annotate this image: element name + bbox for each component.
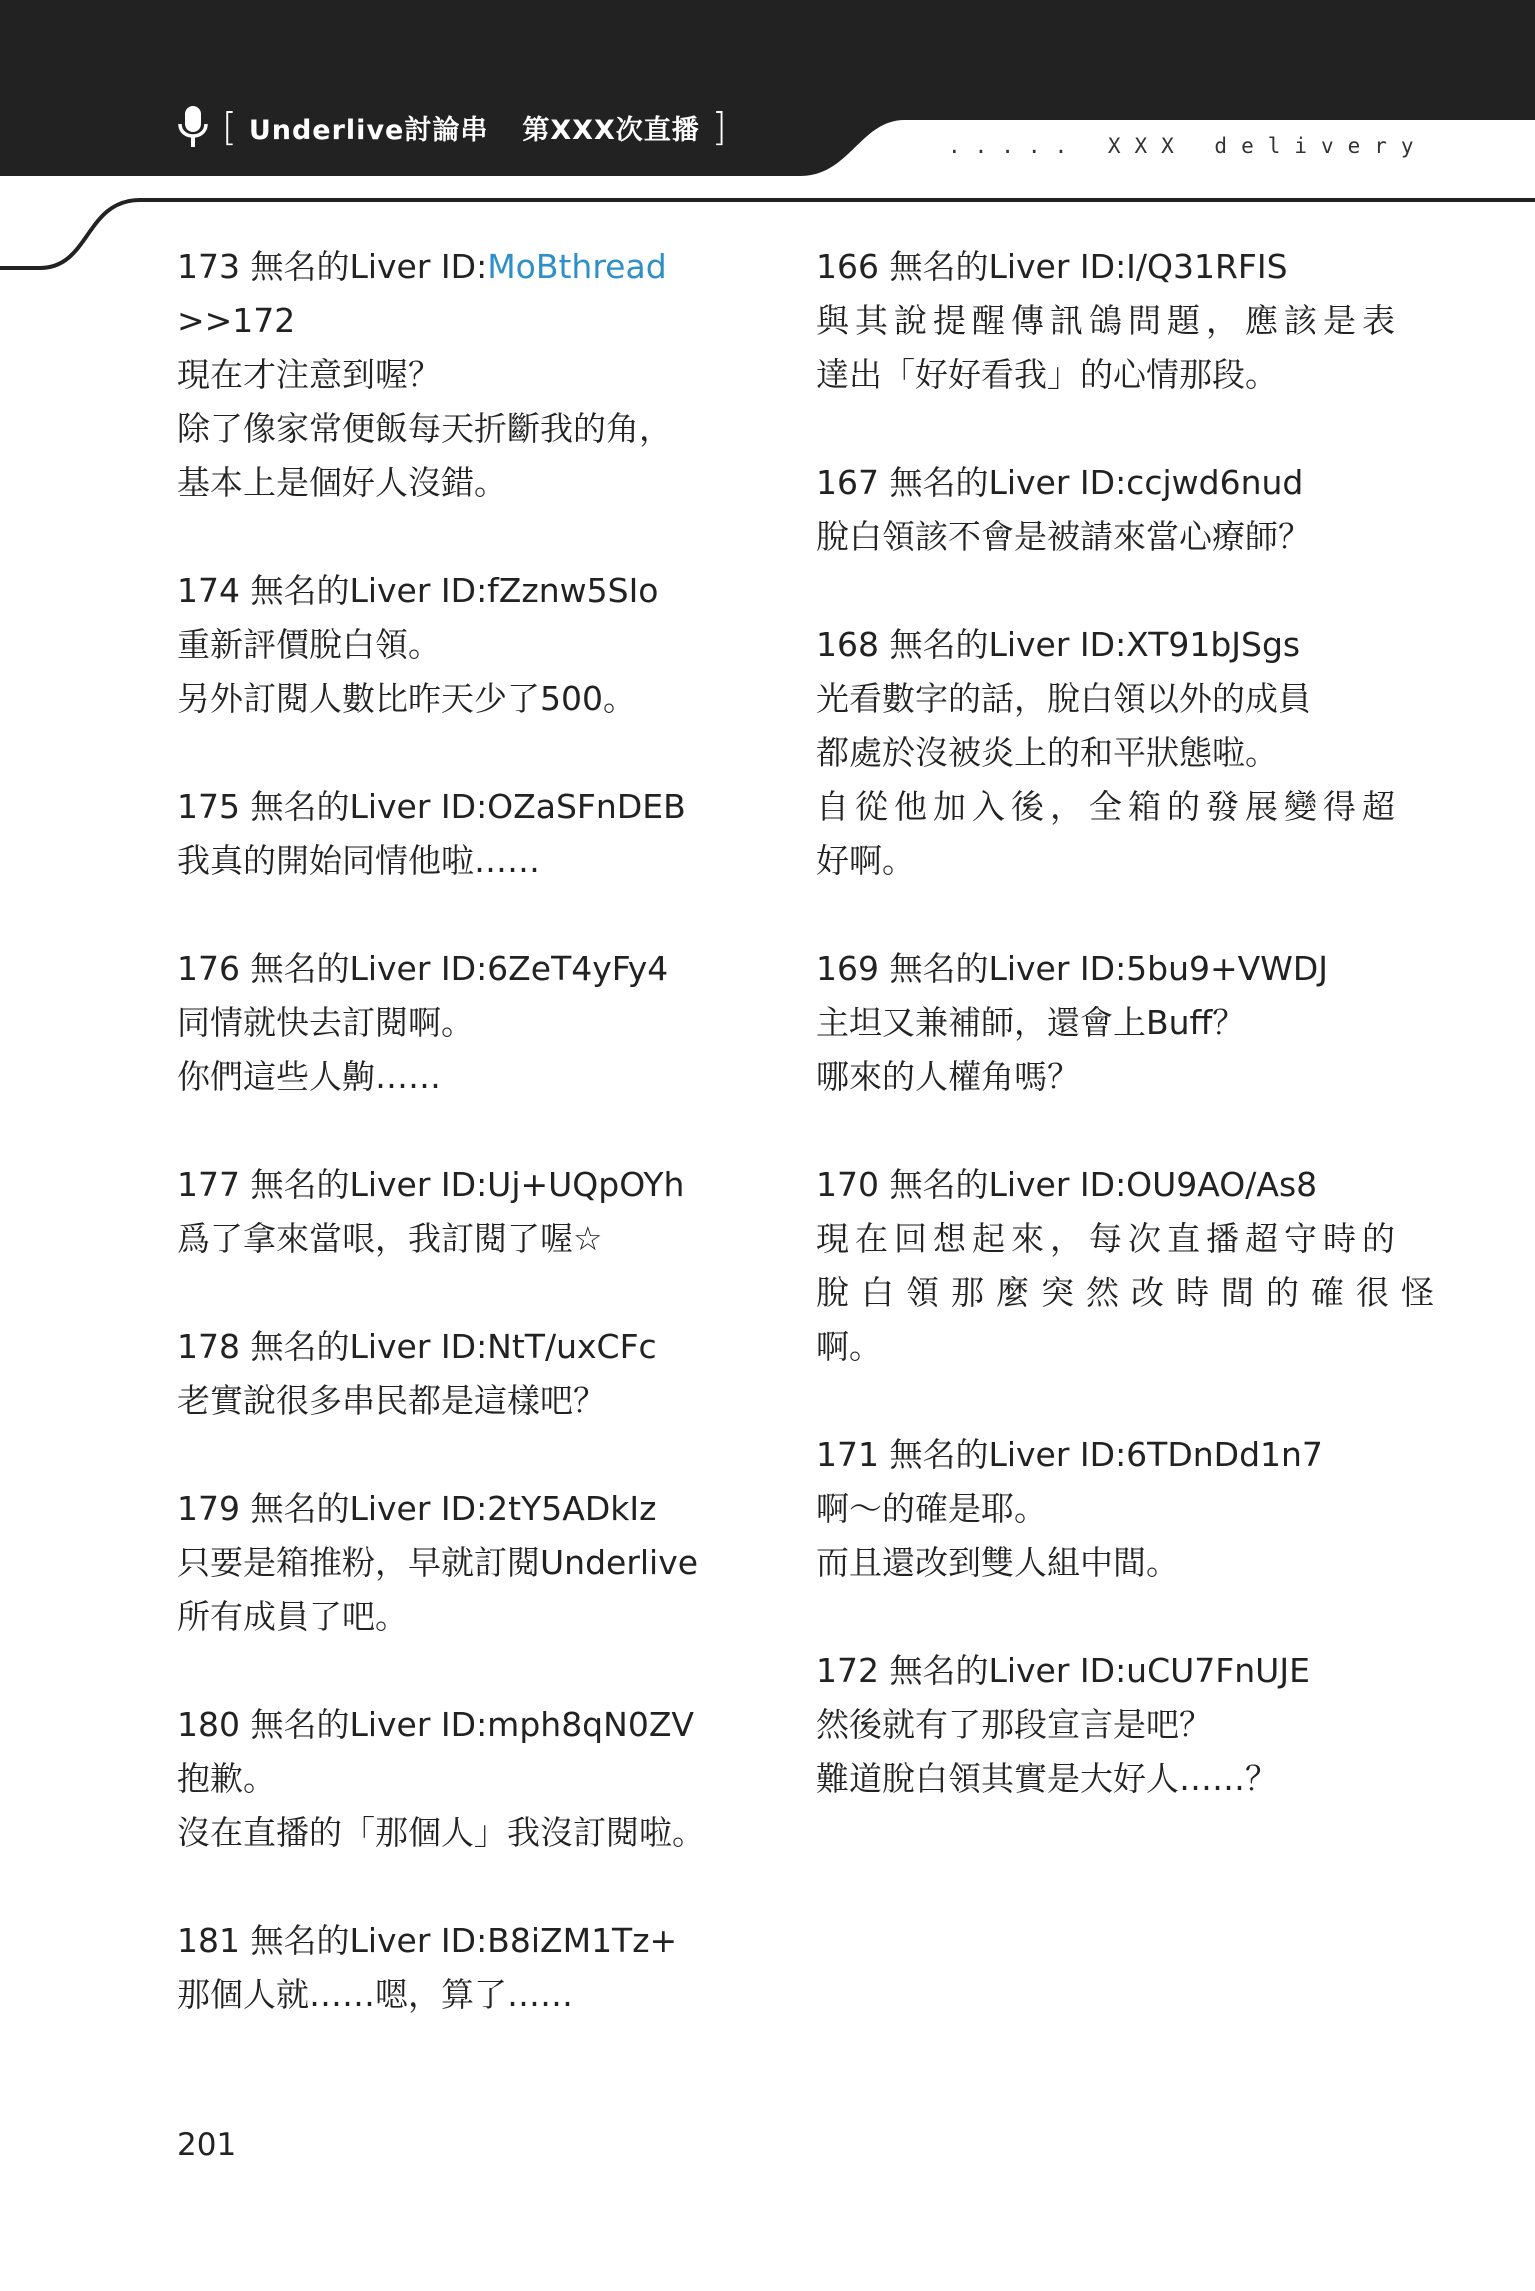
post-header: 181 無名的Liver ID:B8iZM1Tz+ [177, 1921, 678, 1960]
post-header: 177 無名的Liver ID:Uj+UQpOYh [177, 1165, 685, 1204]
post-header: 175 無名的Liver ID:OZaSFnDEB [177, 787, 686, 826]
post-line: 你們這些人齁…… [177, 1057, 441, 1096]
post-line: 抱歉。 [177, 1759, 276, 1798]
post-173 [177, 240, 737, 510]
post-header: 170 無名的Liver ID:OU9AO/As8 [816, 1165, 1318, 1204]
post-line: 主坦又兼補師，還會上Buff？ [816, 1003, 1246, 1042]
post-header: 167 無名的Liver ID:ccjwd6nud [816, 463, 1304, 502]
post-181 [177, 1914, 737, 2022]
post-166 [816, 240, 1401, 402]
post-line: 而且還改到雙人組中間。 [816, 1543, 1179, 1582]
post-header: 169 無名的Liver ID:5bu9+VWDJ [816, 949, 1329, 988]
post-line: 好啊。 [816, 841, 915, 880]
post-178 [177, 1320, 737, 1428]
post-line: 都處於沒被炎上的和平狀態啦。 [816, 733, 1278, 772]
post-line: 那個人就……嗯，算了…… [177, 1975, 573, 2014]
post-line: 只要是箱推粉，早就訂閱Underlive [177, 1543, 699, 1582]
post-line: 爲了拿來當哏，我訂閱了喔☆ [177, 1219, 603, 1258]
post-line: 脫白領那麼突然改時間的確很怪 [816, 1273, 1446, 1312]
header-bracket-close: ] [711, 105, 727, 149]
header-title [176, 102, 727, 152]
post-line: 然後就有了那段宣言是吧？ [816, 1705, 1212, 1744]
post-176 [177, 942, 737, 1104]
post-180 [177, 1698, 737, 1860]
post-line: 啊。 [816, 1327, 882, 1366]
post-175 [177, 780, 737, 888]
post-line: 我真的開始同情他啦…… [177, 841, 540, 880]
left-column [177, 240, 737, 2076]
post-line: 除了像家常便飯每天折斷我的角， [177, 409, 672, 448]
post-168 [816, 618, 1401, 888]
episode-title: 第XXX次直播 [522, 114, 700, 146]
post-line: 同情就快去訂閱啊。 [177, 1003, 474, 1042]
post-line: 難道脫白領其實是大好人……？ [816, 1759, 1278, 1798]
post-header: 179 無名的Liver ID:2tY5ADkIz [177, 1489, 657, 1528]
post-header [177, 240, 737, 294]
post-line: 達出「好好看我」的心情那段。 [816, 355, 1278, 394]
post-179 [177, 1482, 737, 1644]
post-line: 沒在直播的「那個人」我沒訂閱啦。 [177, 1813, 705, 1852]
post-header: 172 無名的Liver ID:uCU7FnUJE [816, 1651, 1310, 1690]
post-line: 光看數字的話，脫白領以外的成員 [816, 679, 1311, 718]
post-line: >>172 [177, 301, 296, 340]
post-172 [816, 1644, 1376, 1806]
post-header: 174 無名的Liver ID:fZznw5SIo [177, 571, 659, 610]
post-header: 176 無名的Liver ID:6ZeT4yFy4 [177, 949, 669, 988]
delivery-caption: ..... XXX delivery [948, 134, 1428, 158]
post-line: 現在才注意到喔？ [177, 355, 441, 394]
header-bracket-open: [ [222, 105, 237, 149]
post-line: 老實說很多串民都是這樣吧？ [177, 1381, 606, 1420]
post-167 [816, 456, 1376, 564]
post-line: 啊～的確是耶。 [816, 1489, 1047, 1528]
page-number: 201 [177, 2127, 237, 2163]
post-header-prefix: 173 無名的Liver ID: [177, 247, 488, 286]
post-header: 178 無名的Liver ID:NtT/uxCFc [177, 1327, 657, 1366]
post-line: 脫白領該不會是被請來當心療師？ [816, 517, 1311, 556]
post-header: 171 無名的Liver ID:6TDnDd1n7 [816, 1435, 1323, 1474]
poster-id-link[interactable]: MoBthread [487, 247, 667, 286]
post-170 [816, 1158, 1446, 1374]
post-header: 180 無名的Liver ID:mph8qN0ZV [177, 1705, 694, 1744]
right-column [816, 240, 1446, 1860]
post-line: 所有成員了吧。 [177, 1597, 408, 1636]
post-line: 與其說提醒傳訊鴿問題，應該是表 [816, 301, 1401, 340]
microphone-icon [176, 104, 210, 150]
post-line: 自從他加入後，全箱的發展變得超 [816, 787, 1401, 826]
series-title: Underlive討論串 [248, 114, 489, 146]
post-line: 重新評價脫白領。 [177, 625, 441, 664]
post-line: 另外訂閱人數比昨天少了500。 [177, 679, 636, 718]
post-169 [816, 942, 1376, 1104]
post-header: 168 無名的Liver ID:XT91bJSgs [816, 625, 1301, 664]
post-177 [177, 1158, 737, 1266]
post-line: 基本上是個好人沒錯。 [177, 463, 507, 502]
post-171 [816, 1428, 1376, 1590]
post-174 [177, 564, 737, 726]
post-line: 現在回想起來，每次直播超守時的 [816, 1219, 1401, 1258]
post-header: 166 無名的Liver ID:I/Q31RFIS [816, 247, 1288, 286]
post-line: 哪來的人權角嗎？ [816, 1057, 1080, 1096]
